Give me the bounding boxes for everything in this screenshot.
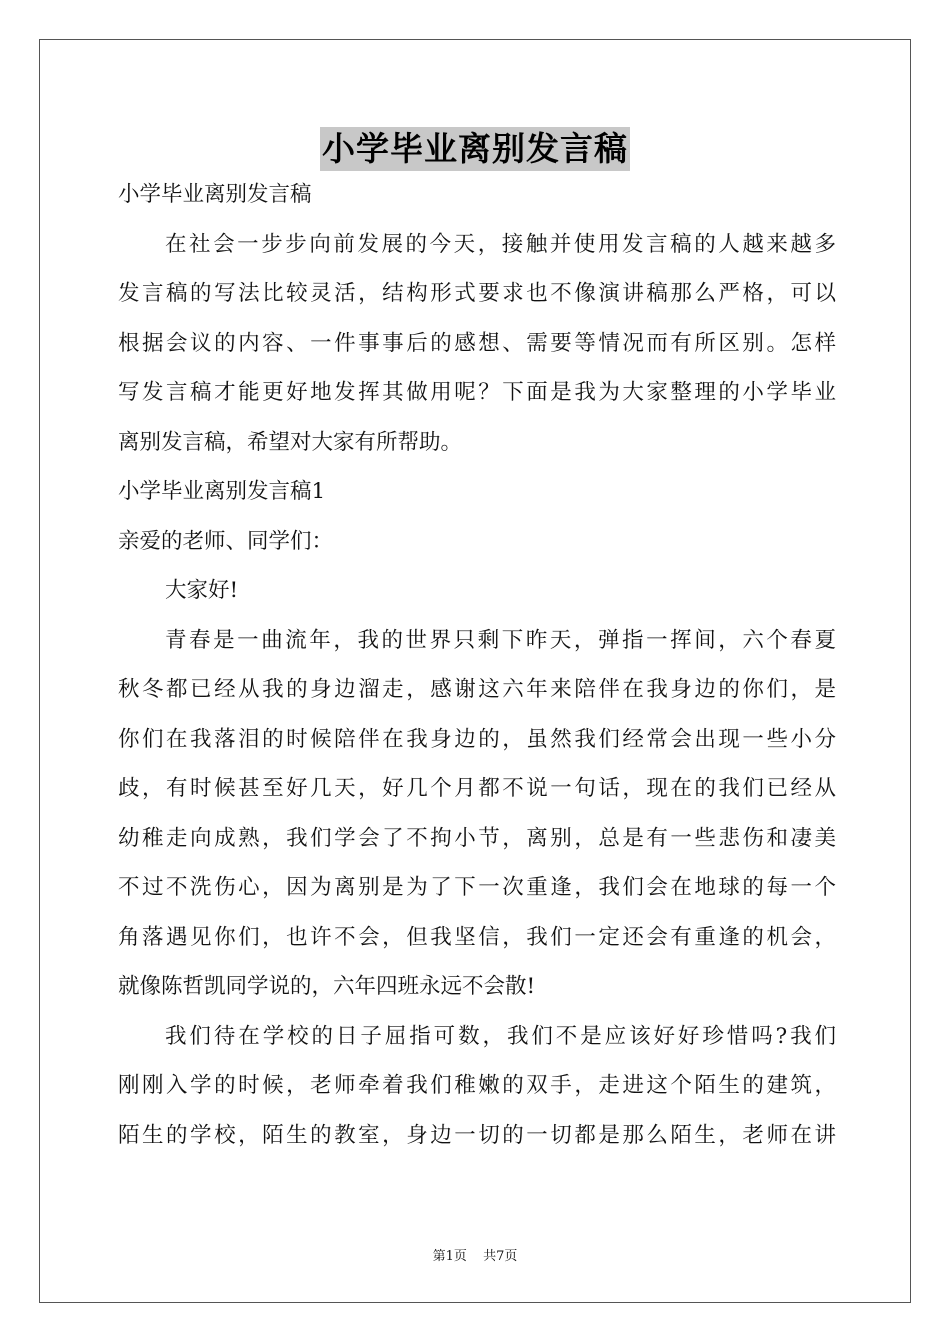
paragraph-line: 不过不洗伤心，因为离别是为了下一次重逢，我们会在地球的每一个 <box>118 875 836 900</box>
paragraph-line: 刚刚入学的时候，老师牵着我们稚嫩的双手，走进这个陌生的建筑， <box>118 1073 836 1098</box>
subtitle-line: 小学毕业离别发言稿 <box>118 182 312 207</box>
paragraph-line: 你们在我落泪的时候陪伴在我身边的，虽然我们经常会出现一些小分 <box>118 726 836 752</box>
greeting-line: 大家好! <box>165 578 239 603</box>
paragraph-line: 秋冬都已经从我的身边溜走，感谢这六年来陪伴在我身边的你们，是 <box>118 677 836 702</box>
paragraph-line: 就像陈哲凯同学说的，六年四班永远不会散! <box>118 974 536 999</box>
paragraph-line: 离别发言稿，希望对大家有所帮助。 <box>118 429 463 455</box>
paragraph-line: 幼稚走向成熟，我们学会了不拘小节，离别，总是有一些悲伤和凄美 <box>118 825 836 851</box>
paragraph-line: 在社会一步步向前发展的今天，接触并使用发言稿的人越来越多 <box>165 231 836 257</box>
total-pages: 共7页 <box>483 1249 518 1264</box>
paragraph-line: 发言稿的写法比较灵活，结构形式要求也不像演讲稿那么严格，可以 <box>118 281 836 306</box>
salutation-line: 亲爱的老师、同学们： <box>118 528 334 554</box>
paragraph-line: 我们待在学校的日子屈指可数，我们不是应该好好珍惜吗?我们 <box>165 1023 836 1049</box>
paragraph-line: 歧，有时候甚至好几天，好几个月都不说一句话，现在的我们已经从 <box>118 776 836 801</box>
paragraph-line: 写发言稿才能更好地发挥其做用呢？下面是我为大家整理的小学毕业 <box>118 380 836 405</box>
paragraph-line: 根据会议的内容、一件事事后的感想、需要等情况而有所区别。怎样 <box>118 330 836 356</box>
paragraph-line: 青春是一曲流年，我的世界只剩下昨天，弹指一挥间，六个春夏 <box>165 627 836 653</box>
title-container <box>0 127 950 171</box>
page-number: 第1页 <box>432 1249 467 1264</box>
paragraph-line: 陌生的学校，陌生的教室，身边一切的一切都是那么陌生，老师在讲 <box>118 1122 836 1148</box>
paragraph-line: 角落遇见你们，也许不会，但我坚信，我们一定还会有重逢的机会， <box>118 924 836 950</box>
document-title: 小学毕业离别发言稿 <box>320 127 630 171</box>
document-body <box>118 170 836 1160</box>
page-footer <box>0 1245 950 1264</box>
section-heading: 小学毕业离别发言稿1 <box>118 479 326 504</box>
